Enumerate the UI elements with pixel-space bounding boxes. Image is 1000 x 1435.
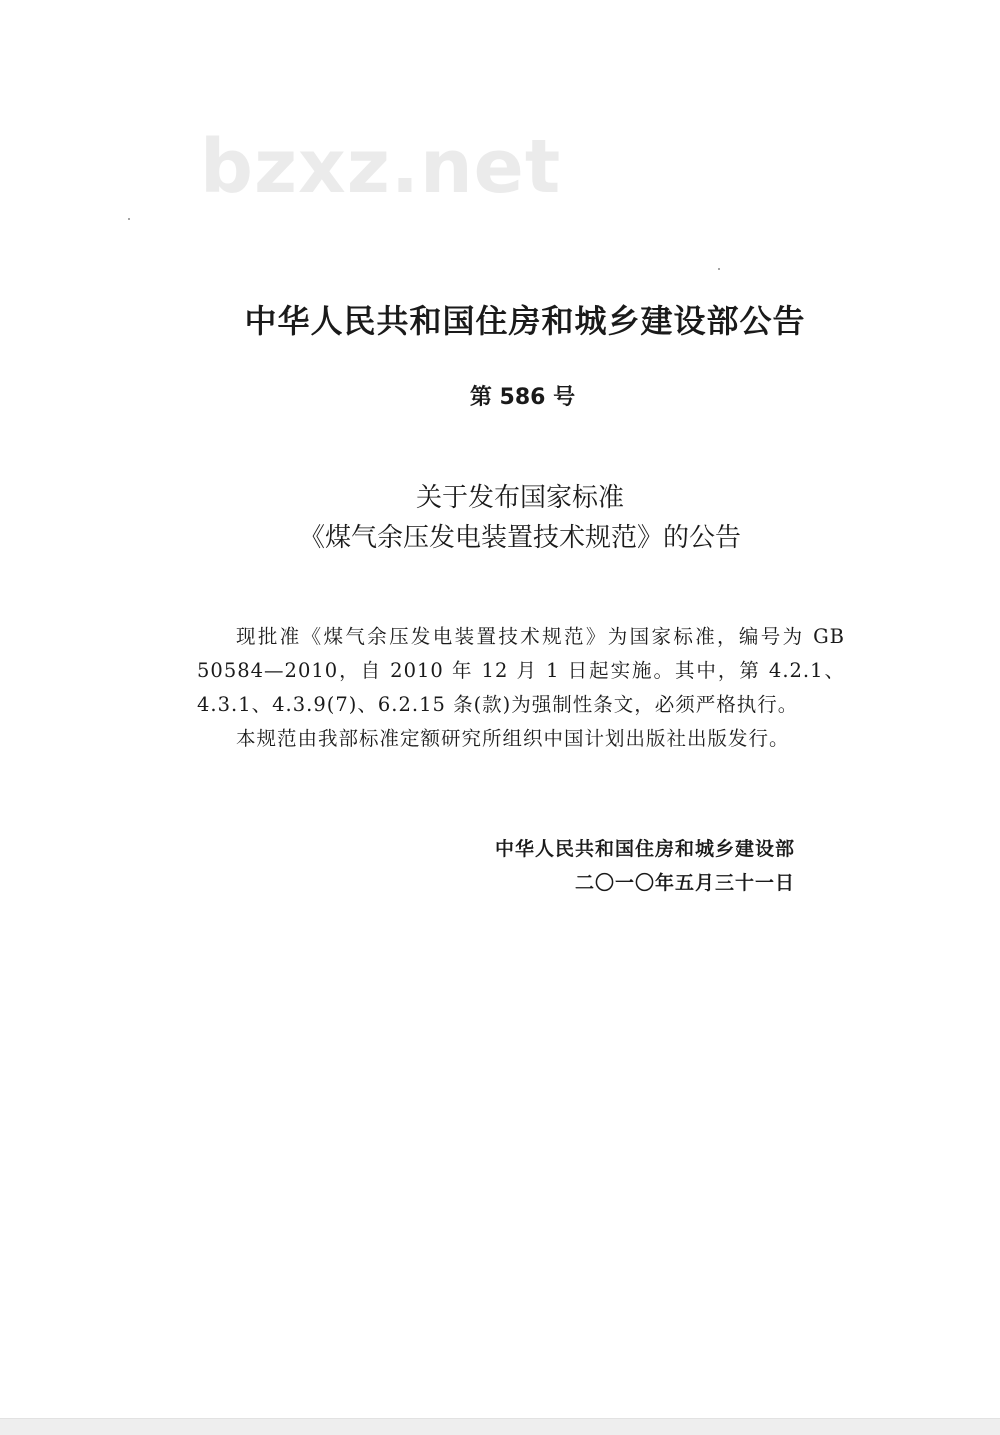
scan-speck [128, 218, 130, 220]
subject-line-2: 《煤气余压发电装置技术规范》的公告 [298, 523, 741, 553]
scan-speck [718, 268, 720, 270]
body-paragraph-1: 现批准《煤气余压发电装置技术规范》为国家标准，编号为 GB 50584—2010，自 2010 年 12 月 1 日起实施。其中，第 4.2.1、4.3.1、4.3.9(7)、6.2.15 条(款)为强制性条文，必须严格执行。 [197, 625, 845, 716]
announcement-body [197, 620, 845, 756]
issue-date: 二〇一〇年五月三十一日 [574, 872, 795, 894]
announcement-number: 第 586 号 [469, 385, 576, 410]
subject-line-1: 关于发布国家标准 [415, 483, 624, 513]
announcement-authority-title: 中华人民共和国住房和城乡建设部公告 [244, 302, 806, 340]
viewer-bottom-strip [0, 1418, 1000, 1435]
issuer-signature: 中华人民共和国住房和城乡建设部 [494, 838, 795, 860]
body-paragraph-2: 本规范由我部标准定额研究所组织中国计划出版社出版发行。 [236, 727, 790, 750]
announcement-subject [0, 478, 1000, 558]
watermark: bzxz.net [200, 124, 562, 210]
